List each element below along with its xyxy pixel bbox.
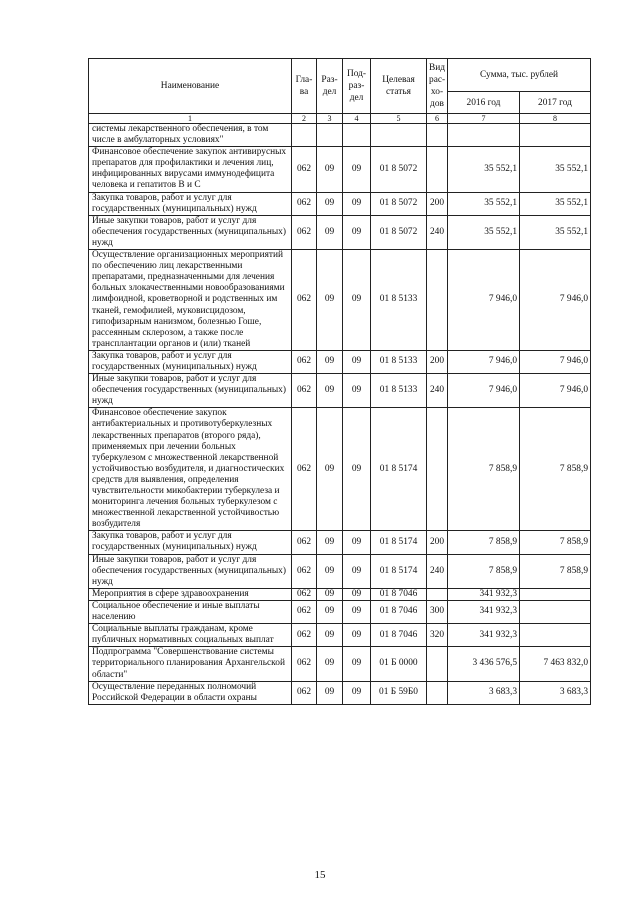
- row-podrazdel: 09: [343, 350, 371, 373]
- row-sum-2016: 3 683,3: [448, 681, 520, 704]
- table-row: [89, 192, 591, 215]
- header-target-article: Целевая статья: [371, 59, 427, 114]
- row-expense-type: 200: [427, 531, 448, 554]
- row-razdel: [317, 124, 343, 147]
- row-target-article: [371, 124, 427, 147]
- row-sum-2017: 7 858,9: [520, 408, 591, 531]
- row-expense-type: 320: [427, 624, 448, 647]
- header-razdel: Раз- дел: [317, 59, 343, 114]
- column-number: 1: [89, 114, 292, 124]
- row-glava: 062: [292, 681, 317, 704]
- column-number: 4: [343, 114, 371, 124]
- row-expense-type: 240: [427, 554, 448, 588]
- column-number: 7: [448, 114, 520, 124]
- table-row: [89, 554, 591, 588]
- row-name: Социальное обеспечение и иные выплаты населению: [89, 600, 292, 623]
- row-sum-2017: [520, 124, 591, 147]
- row-razdel: 09: [317, 624, 343, 647]
- column-number: 6: [427, 114, 448, 124]
- row-name: Иные закупки товаров, работ и услуг для обеспечения государственных (муниципальных) нужд: [89, 554, 292, 588]
- row-sum-2017: 7 946,0: [520, 250, 591, 351]
- table-header: [89, 59, 591, 124]
- page-number: 15: [314, 869, 326, 881]
- row-target-article: 01 8 5133: [371, 250, 427, 351]
- column-number: 8: [520, 114, 591, 124]
- row-podrazdel: 09: [343, 647, 371, 681]
- row-podrazdel: 09: [343, 374, 371, 408]
- row-podrazdel: 09: [343, 554, 371, 588]
- row-sum-2016: 7 946,0: [448, 250, 520, 351]
- row-glava: 062: [292, 600, 317, 623]
- row-podrazdel: 09: [343, 600, 371, 623]
- row-razdel: 09: [317, 681, 343, 704]
- row-target-article: 01 8 5174: [371, 554, 427, 588]
- row-glava: 062: [292, 647, 317, 681]
- row-sum-2017: 7 858,9: [520, 554, 591, 588]
- row-sum-2016: 7 858,9: [448, 408, 520, 531]
- row-sum-2016: 7 946,0: [448, 374, 520, 408]
- row-razdel: 09: [317, 215, 343, 249]
- row-target-article: 01 8 7046: [371, 600, 427, 623]
- row-sum-2016: 7 858,9: [448, 554, 520, 588]
- table-row: [89, 647, 591, 681]
- table-row: [89, 588, 591, 600]
- row-name: Подпрограмма "Совершенствование системы территориального планирования Архангельской области": [89, 647, 292, 681]
- header-name: Наименование: [89, 59, 292, 114]
- header-glava: Гла- ва: [292, 59, 317, 114]
- row-sum-2016: 35 552,1: [448, 147, 520, 192]
- budget-table: [88, 58, 591, 705]
- row-target-article: 01 8 5133: [371, 374, 427, 408]
- row-razdel: 09: [317, 531, 343, 554]
- row-sum-2016: [448, 124, 520, 147]
- row-sum-2016: 35 552,1: [448, 215, 520, 249]
- row-target-article: 01 8 7046: [371, 588, 427, 600]
- row-expense-type: [427, 147, 448, 192]
- table-row: [89, 374, 591, 408]
- row-podrazdel: 09: [343, 215, 371, 249]
- row-sum-2017: [520, 588, 591, 600]
- header-year-2016: 2016 год: [448, 92, 520, 114]
- row-expense-type: 300: [427, 600, 448, 623]
- row-razdel: 09: [317, 554, 343, 588]
- row-sum-2017: 35 552,1: [520, 215, 591, 249]
- row-sum-2016: 3 436 576,5: [448, 647, 520, 681]
- row-sum-2017: [520, 624, 591, 647]
- row-glava: 062: [292, 408, 317, 531]
- row-glava: 062: [292, 250, 317, 351]
- row-expense-type: [427, 250, 448, 351]
- row-target-article: 01 Б 0000: [371, 647, 427, 681]
- row-target-article: 01 8 5072: [371, 215, 427, 249]
- row-name: Иные закупки товаров, работ и услуг для обеспечения государственных (муниципальных) нужд: [89, 215, 292, 249]
- row-expense-type: [427, 647, 448, 681]
- table-row: [89, 408, 591, 531]
- row-target-article: 01 8 5072: [371, 147, 427, 192]
- row-podrazdel: 09: [343, 624, 371, 647]
- row-name: Осуществление организационных мероприятий по обеспечению лиц лекарственными препаратами, предназначенными для лечения больных злокачественными новообразованиями лимфоидной, кроветворной и родственных им тканей, гемофилией, муковисцидозом, гипофизарным нанизмом, болезнью Гоше, рассеянным склерозом, а также после трансплантации органов и (или) тканей: [89, 250, 292, 351]
- row-expense-type: [427, 408, 448, 531]
- table-row: [89, 600, 591, 623]
- row-name: Закупка товаров, работ и услуг для государственных (муниципальных) нужд: [89, 192, 292, 215]
- column-numbers-row: [89, 114, 591, 124]
- table-row: [89, 531, 591, 554]
- row-podrazdel: 09: [343, 531, 371, 554]
- row-glava: 062: [292, 374, 317, 408]
- row-expense-type: [427, 124, 448, 147]
- row-sum-2017: 7 946,0: [520, 350, 591, 373]
- table-row: [89, 250, 591, 351]
- table-row: [89, 124, 591, 147]
- row-sum-2017: 35 552,1: [520, 192, 591, 215]
- row-glava: 062: [292, 624, 317, 647]
- row-sum-2017: 7 946,0: [520, 374, 591, 408]
- row-razdel: 09: [317, 647, 343, 681]
- row-glava: 062: [292, 531, 317, 554]
- row-target-article: 01 8 5174: [371, 408, 427, 531]
- row-razdel: 09: [317, 408, 343, 531]
- row-name: Закупка товаров, работ и услуг для государственных (муниципальных) нужд: [89, 531, 292, 554]
- row-glava: 062: [292, 192, 317, 215]
- row-expense-type: 240: [427, 215, 448, 249]
- column-number: 3: [317, 114, 343, 124]
- row-sum-2017: 7 463 832,0: [520, 647, 591, 681]
- row-glava: 062: [292, 147, 317, 192]
- row-sum-2016: 341 932,3: [448, 624, 520, 647]
- row-target-article: 01 8 7046: [371, 624, 427, 647]
- row-razdel: 09: [317, 192, 343, 215]
- row-podrazdel: 09: [343, 147, 371, 192]
- row-target-article: 01 Б 59Б0: [371, 681, 427, 704]
- row-expense-type: 200: [427, 192, 448, 215]
- row-sum-2016: 341 932,3: [448, 588, 520, 600]
- row-sum-2016: 35 552,1: [448, 192, 520, 215]
- row-sum-2017: 35 552,1: [520, 147, 591, 192]
- row-expense-type: [427, 588, 448, 600]
- row-name: Мероприятия в сфере здравоохранения: [89, 588, 292, 600]
- row-expense-type: [427, 681, 448, 704]
- row-target-article: 01 8 5133: [371, 350, 427, 373]
- row-sum-2016: 7 858,9: [448, 531, 520, 554]
- row-target-article: 01 8 5174: [371, 531, 427, 554]
- row-glava: 062: [292, 215, 317, 249]
- row-razdel: 09: [317, 350, 343, 373]
- row-razdel: 09: [317, 374, 343, 408]
- row-name: Иные закупки товаров, работ и услуг для обеспечения государственных (муниципальных) нужд: [89, 374, 292, 408]
- row-glava: 062: [292, 554, 317, 588]
- row-glava: 062: [292, 350, 317, 373]
- table-row: [89, 624, 591, 647]
- row-razdel: 09: [317, 588, 343, 600]
- row-name: Финансовое обеспечение закупок антивирусных препаратов для профилактики и лечения лиц, инфицированных вирусами иммунодефицита человека и гепатитов В и С: [89, 147, 292, 192]
- row-sum-2017: 7 858,9: [520, 531, 591, 554]
- header-year-2017: 2017 год: [520, 92, 591, 114]
- row-name: Финансовое обеспечение закупок антибактериальных и противотуберкулезных лекарственных препаратов (второго ряда), применяемых при лечении больных туберкулезом с множественной лекарственной устойчивостью возбудителя, и диагностических средств для выявления, определения чувствительности микобактерии туберкулеза и мониторинга лечения больных туберкулезом с множественной лекарственной устойчивостью возбудителя: [89, 408, 292, 531]
- header-sum: Сумма, тыс. рублей: [448, 59, 591, 92]
- row-podrazdel: 09: [343, 192, 371, 215]
- table-row: [89, 215, 591, 249]
- row-sum-2016: 341 932,3: [448, 600, 520, 623]
- row-name: Осуществление переданных полномочий Российской Федерации в области охраны: [89, 681, 292, 704]
- row-razdel: 09: [317, 600, 343, 623]
- row-razdel: 09: [317, 147, 343, 192]
- column-number: 2: [292, 114, 317, 124]
- row-razdel: 09: [317, 250, 343, 351]
- row-sum-2017: 3 683,3: [520, 681, 591, 704]
- row-sum-2017: [520, 600, 591, 623]
- header-podrazdel: Под- раз- дел: [343, 59, 371, 114]
- header-expense-type: Вид рас- хо- дов: [427, 59, 448, 114]
- row-podrazdel: 09: [343, 250, 371, 351]
- row-podrazdel: [343, 124, 371, 147]
- row-expense-type: 240: [427, 374, 448, 408]
- table-row: [89, 350, 591, 373]
- row-name: Закупка товаров, работ и услуг для государственных (муниципальных) нужд: [89, 350, 292, 373]
- row-name: системы лекарственного обеспечения, в том числе в амбулаторных условиях": [89, 124, 292, 147]
- row-glava: 062: [292, 588, 317, 600]
- row-name: Социальные выплаты гражданам, кроме публичных нормативных социальных выплат: [89, 624, 292, 647]
- column-number: 5: [371, 114, 427, 124]
- row-glava: [292, 124, 317, 147]
- row-podrazdel: 09: [343, 588, 371, 600]
- row-target-article: 01 8 5072: [371, 192, 427, 215]
- table-row: [89, 147, 591, 192]
- row-podrazdel: 09: [343, 408, 371, 531]
- table-body: [89, 124, 591, 705]
- row-expense-type: 200: [427, 350, 448, 373]
- table-row: [89, 681, 591, 704]
- row-sum-2016: 7 946,0: [448, 350, 520, 373]
- row-podrazdel: 09: [343, 681, 371, 704]
